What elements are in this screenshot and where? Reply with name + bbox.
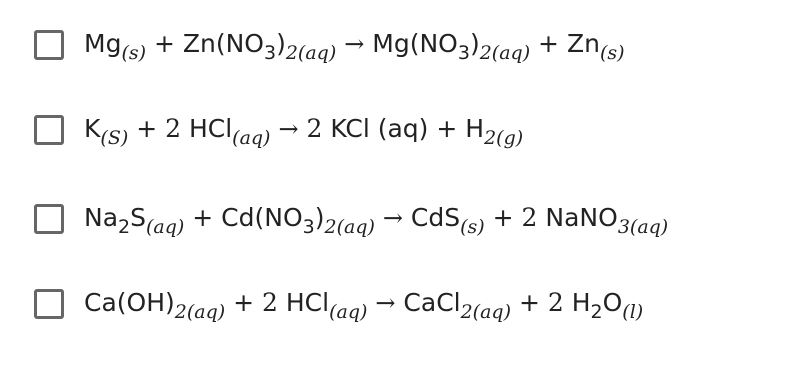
- equation-segment: ): [314, 203, 325, 232]
- equation-segment: Mg: [84, 29, 122, 58]
- equation-segment: [270, 105, 278, 153]
- state-subscript: (aq): [146, 216, 185, 238]
- answer-option-3[interactable]: [34, 195, 668, 243]
- equation-segment: Zn(NO: [182, 29, 264, 58]
- state-subscript: 2(g): [484, 127, 524, 149]
- state-subscript: 2(aq): [285, 42, 337, 64]
- subscript: 3: [263, 42, 277, 64]
- checkbox-icon[interactable]: [34, 204, 64, 234]
- checkbox-icon[interactable]: [34, 30, 64, 60]
- reaction-arrow: →: [278, 115, 299, 143]
- state-subscript: 2(aq): [174, 301, 226, 323]
- equation-segment: ): [469, 29, 480, 58]
- coefficient: 2: [262, 288, 278, 317]
- equation-segment: Zn: [566, 29, 600, 58]
- equation-segment: Cd(NO: [221, 203, 303, 232]
- state-subscript: 3(aq): [617, 216, 669, 238]
- equation-text: [84, 105, 523, 155]
- equation-segment: [299, 105, 307, 153]
- coefficient: 2: [547, 288, 564, 317]
- coefficient: 2: [165, 114, 181, 143]
- equation-segment: K: [84, 114, 101, 143]
- reaction-arrow: →: [382, 204, 403, 232]
- equation-segment: H: [563, 288, 591, 317]
- subscript: 3: [457, 42, 470, 64]
- equation-segment: NaNO: [537, 203, 618, 232]
- state-subscript: (aq): [329, 301, 368, 323]
- answer-option-2[interactable]: [34, 106, 523, 154]
- equation-segment: [367, 279, 375, 327]
- state-subscript: 2(aq): [460, 301, 511, 323]
- equation-segment: [336, 20, 344, 68]
- reaction-arrow: →: [375, 289, 396, 317]
- equation-segment: [375, 194, 383, 242]
- state-subscript: 2(aq): [324, 216, 375, 238]
- state-subscript: (aq): [232, 127, 271, 149]
- state-subscript: (s): [121, 42, 147, 64]
- equation-segment: HCl: [181, 114, 233, 143]
- answer-option-1[interactable]: [34, 21, 625, 69]
- state-subscript: 2(aq): [479, 42, 531, 64]
- equation-segment: Ca(OH): [84, 288, 175, 317]
- equation-segment: +: [484, 203, 522, 232]
- equation-segment: +: [146, 29, 183, 58]
- coefficient: 2: [306, 114, 323, 143]
- equation-segment: KCl (aq) + H: [322, 114, 485, 143]
- equation-segment: CaCl: [395, 288, 461, 317]
- equation-segment: +: [511, 288, 548, 317]
- state-subscript: (s): [599, 42, 625, 64]
- equation-segment: ): [276, 29, 286, 58]
- state-subscript: (l): [622, 301, 644, 323]
- equation-segment: +: [184, 203, 222, 232]
- equation-text: [84, 194, 668, 244]
- checkbox-icon[interactable]: [34, 115, 64, 145]
- equation-segment: +: [530, 29, 567, 58]
- coefficient: 2: [521, 203, 538, 232]
- state-subscript: (S): [100, 127, 129, 149]
- state-subscript: (s): [460, 216, 485, 238]
- reaction-arrow: →: [344, 30, 365, 58]
- subscript: 2: [118, 216, 131, 238]
- equation-segment: +: [128, 114, 166, 143]
- subscript: 2: [590, 301, 603, 323]
- equation-segment: CdS: [402, 203, 461, 232]
- equation-segment: HCl: [277, 288, 330, 317]
- equation-segment: Mg(NO: [364, 29, 458, 58]
- subscript: 3: [302, 216, 315, 238]
- equation-segment: O: [602, 288, 623, 317]
- equation-text: [84, 279, 643, 329]
- answer-option-4[interactable]: [34, 280, 643, 328]
- equation-segment: S: [130, 203, 146, 232]
- checkbox-icon[interactable]: [34, 289, 64, 319]
- equation-text: [84, 20, 625, 70]
- equation-segment: +: [225, 288, 263, 317]
- equation-segment: Na: [84, 203, 119, 232]
